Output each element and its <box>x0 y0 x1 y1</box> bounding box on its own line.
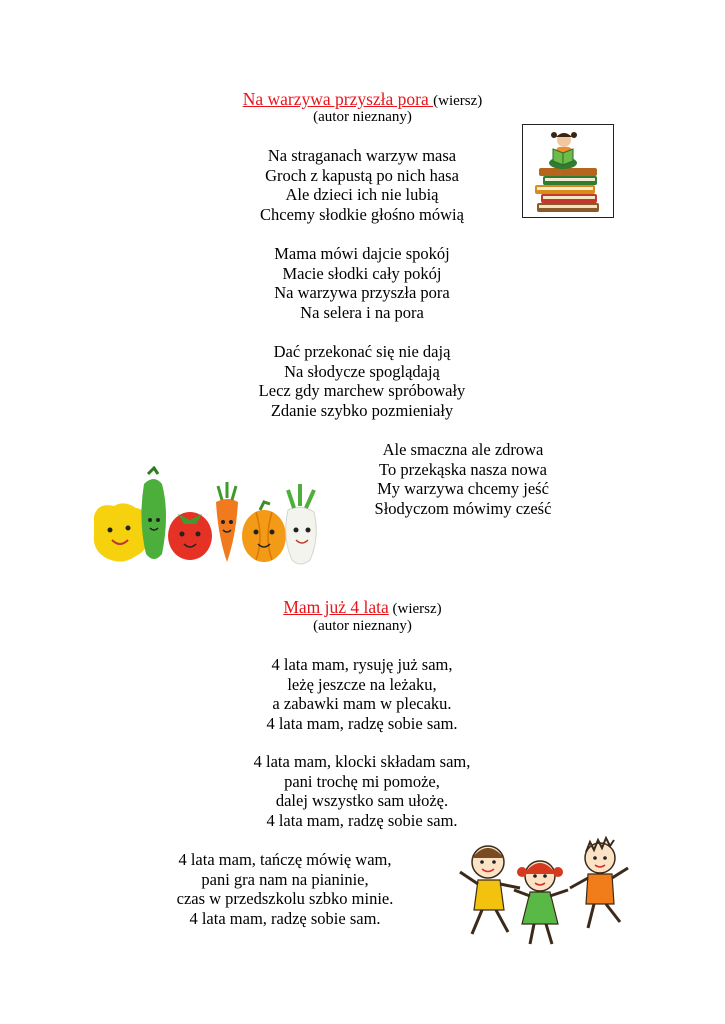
verse-line: Na straganach warzyw masa <box>267 146 457 165</box>
poem1-stanza-2 <box>212 244 512 322</box>
poem1-stanza-1 <box>212 146 512 224</box>
verse-line: dalej wszystko sam ułożę. <box>275 791 449 810</box>
verse-line: 4 lata mam, rysuję już sam, <box>271 655 453 674</box>
verse-line: pani gra nam na pianinie, <box>201 869 369 889</box>
verse-line: leżę jeszcze na leżaku, <box>287 674 437 694</box>
poem1-title: Na warzywa przyszła pora <box>242 89 434 109</box>
poem1-heading <box>0 90 725 110</box>
dancing-children-illustration <box>444 836 640 948</box>
poem1-genre: (wiersz) <box>433 93 483 109</box>
verse-line: 4 lata mam, klocki składam sam, <box>253 752 471 771</box>
verse-line: pani trochę mi pomoże, <box>284 771 440 791</box>
verse-line: czas w przedszkolu szbko minie. <box>176 889 394 908</box>
verse-line: Na warzywa przyszła pora <box>274 283 450 302</box>
verse-line: 4 lata mam, tańczę mówię wam, <box>178 850 392 869</box>
verse-line: Dać przekonać się nie dają <box>273 342 451 361</box>
verse-line: My warzywa chcemy jeść <box>377 479 549 498</box>
poem2-author: (autor nieznany) <box>313 618 412 634</box>
verse-line: Słodyczom mówimy cześć <box>374 498 552 518</box>
poem2-title: Mam już 4 lata <box>283 597 389 617</box>
smiling-vegetables-illustration <box>88 466 324 570</box>
verse-line: Ale dzieci ich nie lubią <box>285 185 439 204</box>
verse-line: 4 lata mam, radzę sobie sam. <box>189 908 381 928</box>
poem2-stanza-1 <box>212 655 512 733</box>
reading-child-on-books-illustration <box>522 124 614 218</box>
verse-line: Na słodycze spoglądają <box>284 361 440 381</box>
poem2-heading <box>0 598 725 618</box>
verse-line: Chcemy słodkie głośno mówią <box>260 204 464 224</box>
verse-line: Macie słodki cały pokój <box>282 263 442 283</box>
verse-line: 4 lata mam, radzę sobie sam. <box>266 713 458 733</box>
verse-line: Ale smaczna ale zdrowa <box>382 440 544 459</box>
verse-line: To przekąska nasza nowa <box>379 459 547 479</box>
verse-line: Groch z kapustą po nich hasa <box>265 165 459 185</box>
poem2-genre: (wiersz) <box>392 601 442 617</box>
verse-line: Na selera i na pora <box>300 302 424 322</box>
poem2-stanza-3 <box>140 850 430 928</box>
poem2-stanza-2 <box>212 752 512 830</box>
verse-line: Zdanie szybko pozmieniały <box>270 400 454 420</box>
poem1-stanza-3 <box>212 342 512 420</box>
verse-line: Mama mówi dajcie spokój <box>274 244 450 263</box>
verse-line: a zabawki mam w plecaku. <box>272 694 452 713</box>
poem1-stanza-4 <box>328 440 598 518</box>
poem1-author: (autor nieznany) <box>313 109 412 125</box>
verse-line: 4 lata mam, radzę sobie sam. <box>266 810 458 830</box>
verse-line: Lecz gdy marchew spróbowały <box>258 381 466 400</box>
